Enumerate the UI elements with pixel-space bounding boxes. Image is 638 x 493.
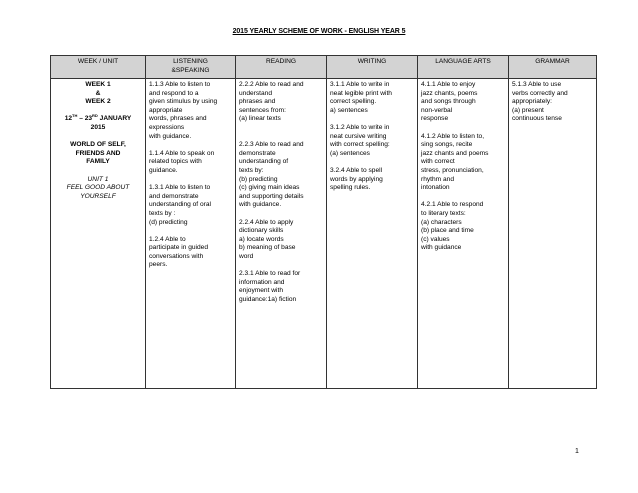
cell-text-line: with guidance. <box>149 132 192 140</box>
scheme-of-work-table <box>50 55 597 389</box>
cell-text-line: guidance. <box>149 166 178 174</box>
cell-text-line: dictionary skills <box>239 227 284 235</box>
cell-text-line: conversations with <box>149 252 204 260</box>
cell-text-line: jazz chants, poems <box>421 89 478 97</box>
cell-text-line: 2.3.1 Able to read for <box>239 270 301 278</box>
cell-text-line: 5.1.3 Able to use <box>512 81 562 88</box>
header-listening-speaking <box>146 56 236 79</box>
cell-text-line: non-verbal <box>421 106 453 114</box>
cell-text-line: information and <box>239 278 285 286</box>
cell-text-line: appropriate <box>149 106 183 114</box>
cell-text-line: understand <box>239 89 272 97</box>
cell-text-line: stress, pronunciation, <box>421 166 484 174</box>
week-year: 2015 <box>90 123 106 131</box>
table-row <box>51 79 597 389</box>
cell-text-line: sing songs, recite <box>421 141 473 149</box>
cell-text-line: and demonstrate <box>149 192 199 200</box>
cell-text-line: words, phrases and <box>149 115 207 123</box>
cell-text-line: enjoyment with <box>239 287 283 295</box>
cell-text-line: expressions <box>149 123 185 131</box>
cell-text-line: 3.2.4 Able to spell <box>330 166 383 174</box>
cell-text-line: (a) characters <box>421 218 462 226</box>
cell-text-line <box>149 227 232 236</box>
cell-text-line: b) meaning of base <box>239 244 296 252</box>
cell-text-line: (d) predicting <box>149 218 188 226</box>
unit-line1: UNIT 1 <box>87 175 109 183</box>
header-language-arts: LANGUAGE ARTS <box>418 56 509 79</box>
cell-text-line: demonstrate <box>239 149 276 157</box>
cell-text-line: related topics with <box>149 158 202 166</box>
cell-text-line: spelling rules. <box>330 184 371 192</box>
week-line2: & <box>95 89 101 97</box>
cell-text-line: phrases and <box>239 98 276 106</box>
cell-text-line <box>421 124 505 133</box>
header-listening-line1: LISTENING <box>173 58 208 65</box>
cell-text-line: (a) sentences <box>330 149 370 157</box>
cell-text-line: (c) giving main ideas <box>239 184 300 192</box>
header-reading: READING <box>236 56 327 79</box>
cell-text-line: neat legible print with <box>330 89 392 97</box>
week-unit-cell <box>51 79 146 389</box>
cell-text-line <box>149 141 232 150</box>
cell-text-line: texts by: <box>239 166 264 174</box>
writing-cell <box>327 79 418 389</box>
cell-text-line: (c) values <box>421 235 450 243</box>
week-line1: WEEK 1 <box>85 81 111 88</box>
cell-text-line: to literary texts: <box>421 209 466 217</box>
cell-text-line: (b) place and time <box>421 227 474 235</box>
cell-text-line: participate in guided <box>149 244 209 252</box>
cell-text-line <box>149 176 232 185</box>
cell-text-line: 1.3.1 Able to listen to <box>149 184 211 192</box>
date-start: 12 <box>64 115 73 123</box>
cell-text-line: jazz chants and poems <box>421 149 489 157</box>
cell-text-line <box>421 193 505 202</box>
cell-text-line: with guidance. <box>239 201 282 209</box>
cell-text-line: a) sentences <box>330 106 368 114</box>
cell-text-line: 2.2.2 Able to read and <box>239 81 304 88</box>
cell-text-line: (a) linear texts <box>239 115 281 123</box>
cell-text-line: word <box>239 252 254 260</box>
cell-text-line: a) locate words <box>239 235 284 243</box>
cell-text-line: rhythm and <box>421 175 454 183</box>
unit-line3: YOURSELF <box>80 192 116 200</box>
header-grammar: GRAMMAR <box>509 56 597 79</box>
cell-text-line: guidance:1a) fiction <box>239 295 297 303</box>
cell-text-line: and respond to a <box>149 89 199 97</box>
cell-text-line: 4.2.1 Able to respond <box>421 201 484 209</box>
cell-text-line <box>330 115 414 124</box>
header-listening-line2: &SPEAKING <box>171 66 210 74</box>
cell-text-line: 1.1.3 Able to listen to <box>149 81 211 88</box>
header-week-unit: WEEK / UNIT <box>51 56 146 79</box>
cell-text-line <box>239 261 323 270</box>
theme-line3: FAMILY <box>86 158 110 166</box>
cell-text-line: verbs correctly and <box>512 89 568 97</box>
cell-text-line: (b) predicting <box>239 175 278 183</box>
cell-text-line: 2.2.3 Able to read and <box>239 141 304 149</box>
theme-line1: WORLD OF SELF, <box>70 141 126 149</box>
table-header-row <box>51 56 597 79</box>
date-month: JANUARY <box>97 115 132 123</box>
cell-text-line: and supporting details <box>239 192 304 200</box>
cell-text-line: with correct <box>421 158 455 166</box>
cell-text-line: 2.2.4 Able to apply <box>239 218 294 226</box>
cell-text-line: continuous tense <box>512 115 562 123</box>
cell-text-line <box>239 133 323 142</box>
cell-text-line: understanding of <box>239 158 289 166</box>
cell-text-line: 3.1.1 Able to write in <box>330 81 390 88</box>
cell-text-line: given stimulus by using <box>149 98 218 106</box>
cell-text-line: peers. <box>149 261 168 269</box>
cell-text-line: 4.1.1 Able to enjoy <box>421 81 476 88</box>
theme-line2: FRIENDS AND <box>75 149 121 157</box>
grammar-cell <box>509 79 597 389</box>
cell-text-line: 3.1.2 Able to write in <box>330 123 390 131</box>
cell-text-line: with guidance <box>421 244 462 252</box>
unit-line2: FEEL GOOD ABOUT <box>66 184 130 192</box>
listening-speaking-cell <box>146 79 236 389</box>
cell-text-line: with correct spelling: <box>330 141 390 149</box>
cell-text-line: (a) present <box>512 106 544 114</box>
cell-text-line <box>239 210 323 219</box>
cell-text-line: correct spelling. <box>330 98 377 106</box>
cell-text-line: sentences from: <box>239 106 286 114</box>
date-end-sup: RD <box>92 113 98 119</box>
date-start-sup: TH <box>72 113 78 119</box>
cell-text-line: appropriately: <box>512 98 552 106</box>
week-line3: WEEK 2 <box>85 98 111 106</box>
reading-cell <box>236 79 327 389</box>
header-writing: WRITING <box>327 56 418 79</box>
document-title: 2015 YEARLY SCHEME OF WORK - ENGLISH YEAR 5 <box>232 28 406 35</box>
cell-text-line: response <box>421 115 449 123</box>
cell-text-line: intonation <box>421 184 450 192</box>
date-dash: – 23 <box>77 115 93 123</box>
cell-text-line: neat cursive writing <box>330 132 387 140</box>
cell-text-line: and songs through <box>421 98 476 106</box>
cell-text-line <box>330 158 414 167</box>
week-date-range <box>54 115 142 124</box>
page-number: 1 <box>575 448 579 455</box>
language-arts-cell <box>418 79 509 389</box>
cell-text-line: 1.1.4 Able to speak on <box>149 149 215 157</box>
cell-text-line: 1.2.4 Able to <box>149 235 186 243</box>
cell-text-line: understanding of oral <box>149 201 211 209</box>
cell-text-line <box>239 124 323 133</box>
cell-text-line: 4.1.2 Able to listen to, <box>421 132 485 140</box>
cell-text-line: words by applying <box>330 175 383 183</box>
cell-text-line: texts by : <box>149 209 176 217</box>
